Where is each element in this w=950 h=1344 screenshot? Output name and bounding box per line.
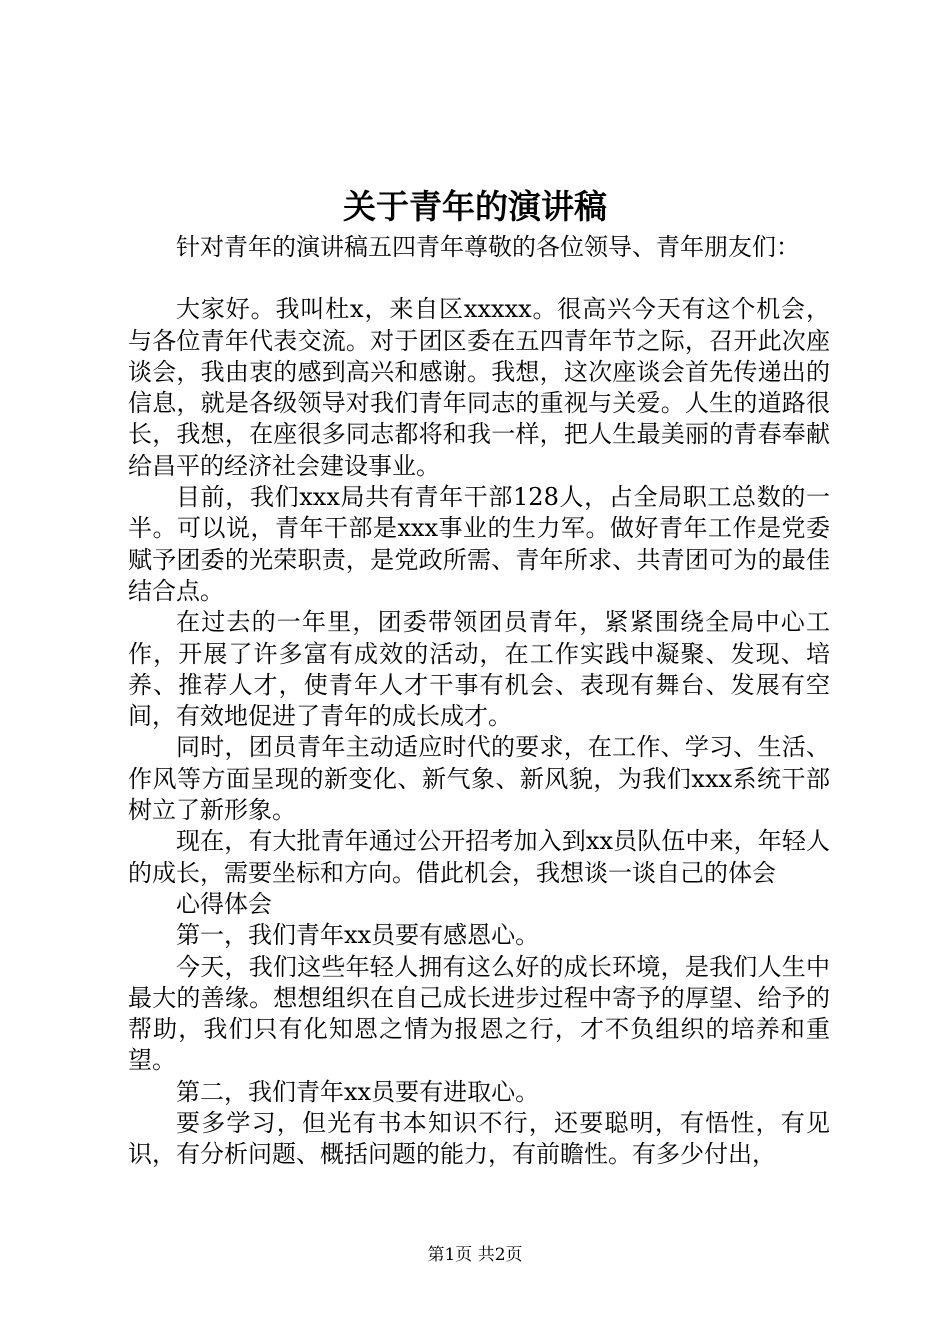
paragraph-learning: 要多学习，但光有书本知识不行，还要聪明，有悟性，有见识，有分析问题、概括问题的能力，有前瞻性。有多少付出， — [128, 1109, 830, 1169]
paragraph-gap — [128, 263, 830, 294]
page-footer: 第1页 共2页 — [427, 1245, 523, 1265]
paragraph-now: 现在，有大批青年通过公开招考加入到xx员队伍中来，年轻人的成长，需要坐标和方向。借此机会，我想谈一谈自己的体会 — [128, 827, 830, 887]
paragraph-salutation: 针对青年的演讲稿五四青年尊敬的各位领导、青年朋友们： — [176, 233, 800, 261]
paragraph-gratitude: 今天，我们这些年轻人拥有这么好的成长环境，是我们人生中最大的善缘。想想组织在自己成长进步过程中寄予的厚望、给予的帮助，我们只有化知恩之情为报恩之行，才不负组织的培养和重望。 — [128, 952, 830, 1075]
document-body — [128, 232, 830, 1171]
paragraph-heading-insights: 心得体会 — [176, 889, 272, 918]
paragraph-past-year: 在过去的一年里，团委带领团员青年，紧紧围绕全局中心工作，开展了许多富有成效的活动，在工作实践中凝聚、发现、培养、推荐人才，使青年人才干事有机会、表现有舞台、发展有空间，有效地促进了青年的成长成才。 — [128, 608, 830, 731]
paragraph-greeting: 大家好。我叫杜x，来自区xxxxx。很高兴今天有这个机会，与各位青年代表交流。对于团区委在五四青年节之际，召开此次座谈会，我由衷的感到高兴和感谢。我想，这次座谈会首先传递出的信息，就是各级领导对我们青年同志的重视与关爱。人生的道路很长，我想，在座很多同志都将和我一样，把人生最美丽的青春奉献给昌平的经济社会建设事业。 — [128, 295, 830, 480]
paragraph-point-two: 第二，我们青年xx员要有进取心。 — [176, 1077, 540, 1106]
paragraph-current-status: 目前，我们xxx局共有青年干部128人，占全局职工总数的一半。可以说，青年干部是xxx事业的生力军。做好青年工作是党委赋予团委的光荣职责，是党政所需、青年所求、共青团可为的最佳结合点。 — [128, 483, 830, 605]
document-title: 关于青年的演讲稿 — [343, 187, 607, 226]
paragraph-point-one: 第一，我们青年xx员要有感恩心。 — [176, 921, 540, 950]
paragraph-new-image: 同时，团员青年主动适应时代的要求，在工作、学习、生活、作风等方面呈现的新变化、新气象、新风貌，为我们xxx系统干部树立了新形象。 — [128, 733, 830, 825]
